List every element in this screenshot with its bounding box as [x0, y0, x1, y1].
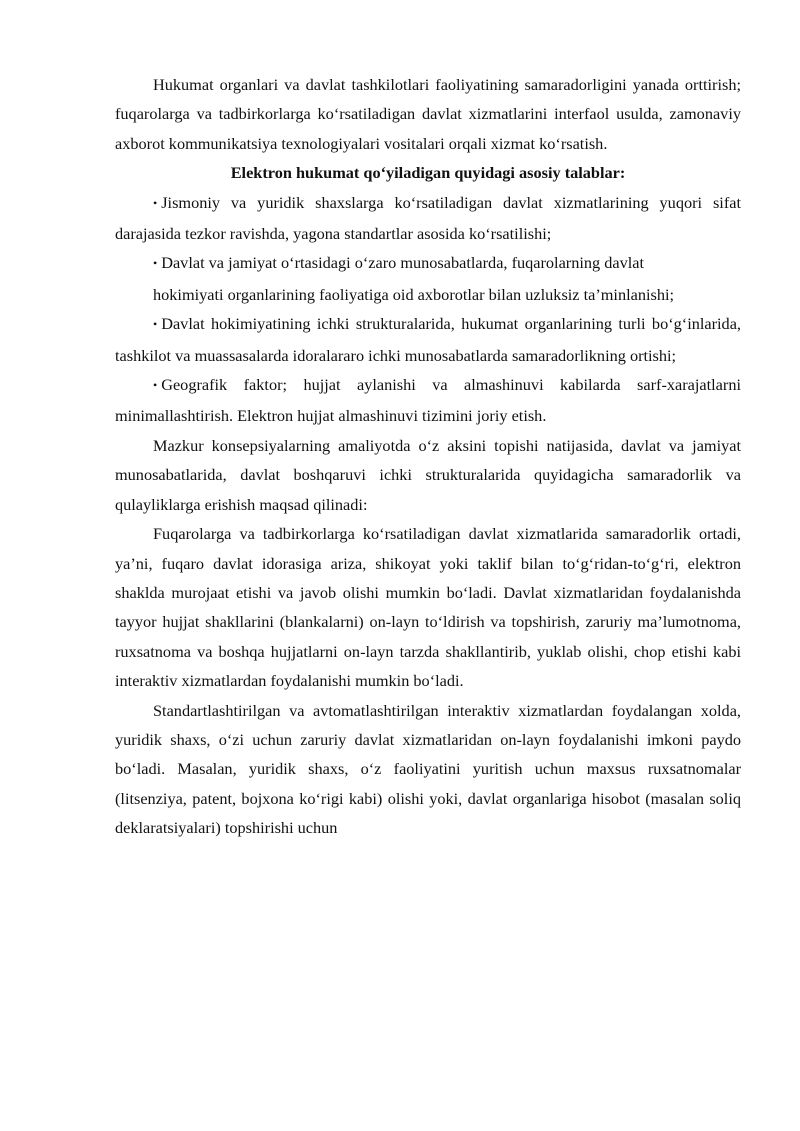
bullet-item-2-continued: hokimiyati organlarining faoliyatiga oid axborotlar bilan uzluksiz ta’minlanishi;: [153, 284, 675, 304]
bullet-item-4: [115, 370, 741, 431]
bullet-item-2: [115, 248, 741, 279]
bullet-icon: •: [153, 378, 158, 393]
bullet-text-4: Geografik faktor; hujjat aylanishi va almashinuvi kabilarda sarf-xarajatlarni minimallashtirish. Elektron hujjat almashinuvi tizimini joriy etish.: [115, 375, 741, 426]
bullet-text-1: Jismoniy va yuridik shaxslarga ko‘rsatiladigan davlat xizmatlarining yuqori sifat darajasida tezkor ravishda, yagona standartlar asosida ko‘rsatilishi;: [115, 192, 741, 244]
bullet-text-2: Davlat va jamiyat o‘rtasidagi o‘zaro munosabatlarda, fuqarolarning davlat: [161, 253, 645, 273]
document-page: [115, 70, 741, 843]
paragraph-standardized: Standartlashtirilgan va avtomatlashtirilgan interaktiv xizmatlardan foydalangan xolda, yuridik shaxs, o‘zi uchun zaruriy davlat xizmatlaridan on-layn foydalanishi imkoni paydo bo‘ladi. Masalan, yuridik shaxs, o‘z faoliyatini yuritish uchun maxsus ruxsatnomalar (litsenziya, patent, bojxona ko‘rigi kabi) olishi yoki, davlat organlariga hisobot (masalan soliq deklaratsiyalari) topshirishi uchun: [115, 700, 741, 838]
bullet-icon: •: [153, 256, 158, 271]
bullet-icon: •: [153, 317, 158, 332]
paragraph-concept: Mazkur konsepsiyalarning amaliyotda o‘z aksini topishi natijasida, davlat va jamiyat munosabatlarida, davlat boshqaruvi ichki strukturalarida quyidagicha samaradorlik va qulayliklarga erishish maqsad qilinadi:: [115, 435, 741, 514]
bullet-item-3: [115, 309, 741, 370]
paragraph-citizens: Fuqarolarga va tadbirkorlarga ko‘rsatiladigan davlat xizmatlarida samaradorlik ortadi, ya’ni, fuqaro davlat idorasiga ariza, shikoyat yoki taklif bilan to‘g‘ridan-to‘g‘ri, elektron shaklda murojaat etishi va javob olishi mumkin bo‘ladi. Davlat xizmatlaridan foydalanishda tayyor hujjat shakllarini (blankalarni) on-layn to‘ldirish va topshirish, zaruriy ma’lumotnoma, ruxsatnoma va boshqa hujjatlarni on-layn tarzda shakllantirib, yuklab olishi, chop etishi kabi interaktiv xizmatlardan foydalanishi mumkin bo‘ladi.: [115, 524, 741, 691]
bullet-text-3: Davlat hokimiyatining ichki strukturalarida, hukumat organlarining turli bo‘g‘inlarida, tashkilot va muassasalarda idoralararo ichki munosabatlarda samaradorlikning ortishi;: [115, 314, 741, 365]
paragraph-intro: Hukumat organlari va davlat tashkilotlari faoliyatining samaradorligini yanada orttirish; fuqarolarga va tadbirkorlarga ko‘rsatiladigan davlat xizmatlarini interfaol usulda, zamonaviy axborot kommunikatsiya texnologiyalari vositalari orqali xizmat ko‘rsatish.: [115, 75, 741, 153]
bullet-item-1: [115, 188, 741, 249]
bullet-icon: •: [153, 195, 158, 210]
section-heading: Elektron hukumat qo‘yiladigan quyidagi asosiy talablar:: [230, 163, 626, 183]
